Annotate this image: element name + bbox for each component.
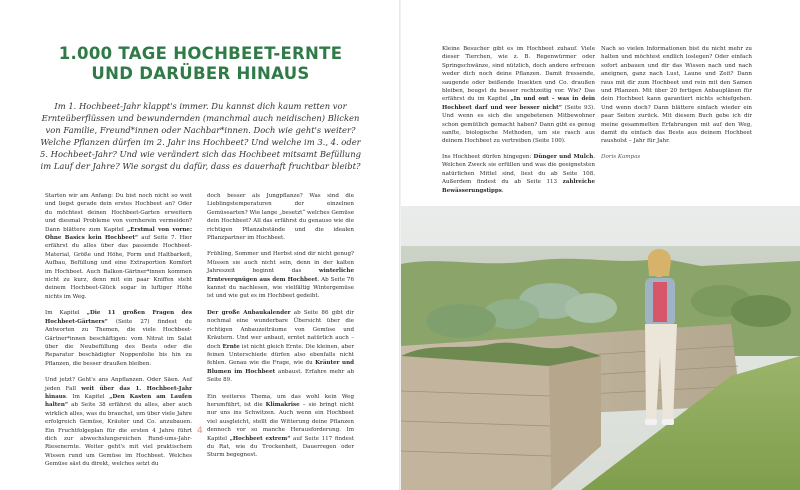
- paragraph: [442, 45, 595, 146]
- paragraph: Nach so vielen Informationen bist du nicht mehr zu halten und möchtest endlich loslegen? Oder einfach sofort anbauen und dir das Wissen nach und nach aneignen, ganz nach Lust, Laune und Zeit? Dann raus mit dir zum Hochbeet und rein mit den Samen und Pflanzen. Mit über 20 fertigen Anbauplänen für dein Hochbeet kann garantiert nichts schiefgehen. Und wenn doch? Dann blättere einfach wieder ein paar Seiten zurück. Mit diesem Buch gebe ich dir meine gesammelten Erfahrungen mit auf den Weg, damit du einfach das Beste aus deinem Hochbeet rausholst – Jahr für Jahr.: [601, 46, 752, 145]
- bold-run: Ernte: [222, 343, 240, 350]
- text-run: . Ab Seite 76 kannst du nachlesen, wie vielfältig Wintergemüse ist und wie gut es im Hochbeet gedeiht.: [207, 276, 354, 300]
- bold-run: „Hochbeet extrem“: [229, 435, 291, 442]
- text-run: Kleine Besucher gibt es im Hochbeet zuhauf. Viele dieser Tierchen, wie z. B. Regenwürmer oder Springschwänze, sind nützlich, doch andere erfreuen weder dich noch deine Pflanzen. Damit fressende, saugende oder beißende Insekten und Co. draußen bleiben, beugst du besser rechtzeitig vor. Wie? Das erfährst du im Kapitel: [442, 46, 595, 103]
- text-run: Ein weiteres Thema, um das wohl kein Weg herumführt, ist die: [207, 393, 354, 408]
- text-run: ist nicht gleich Ernte. Die kleinen, aber feinen Unterschiede dürfen also ebenfalls nicht fehlen. Genau wie die Frage, wie du: [207, 343, 354, 367]
- text-run: Frühling, Sommer und Herbst sind dir nicht genug? Müssen sie auch nicht sein, denn in der kalten Jahreszeit beginnt das: [207, 251, 354, 275]
- garden-illustration: [401, 206, 800, 490]
- text-run: ab Seite 38 erfährst du alles, aber auch wirklich alles, was du brauchst, um über viele Jahre erfolgreich Gemüse, Kräuter und Co. anzubauen. Ein Fruchtfolgeplan für die ersten 4 Jahre führt dich zur abwechslungsreichen Rund-ums-Jahr-Riesenernte. Weiter geht's mit viel praktischem Wissen rund um Gemüse im Hochbeet. Welches Gemüse säst du direkt, welches setzt du: [45, 402, 192, 468]
- author-signature: Doris Kampas: [601, 153, 641, 160]
- title-line-2: UND DARÜBER HINAUS: [91, 64, 310, 83]
- text-run: Im Kapitel: [45, 310, 87, 317]
- bold-run: Kräuter und Blumen im Hochbeet: [207, 360, 354, 375]
- text-run: auf Seite 7. Hier erfährst du alles über das passende Hochbeet-Material, Größe und Höhe, Form und Haltbarkeit, Aufbau, Befüllung und eine Extraportion Komfort im Hochbeet. Auch Balkon-Gärtner*innen kommen nicht zu kurz, denn mit ein paar Kniffen steht deinem Hochbeet-Glück sogar in luftiger Höhe nichts im Weg.: [45, 235, 192, 300]
- right-column-1: [442, 45, 595, 202]
- text-run: Und jetzt? Geht's ans Anpflanzen. Oder Säen. Auf jeden Fall: [45, 377, 192, 392]
- text-run: Ins Hochbeet dürfen hingegen:: [442, 153, 534, 160]
- paragraph: [207, 309, 354, 385]
- bold-run: Der große Anbaukalender: [207, 309, 291, 316]
- title-line-1: 1.000 TAGE HOCHBEET-ERNTE: [58, 44, 343, 63]
- text-run: (Seite 27) findest du Antworten zu Themen, die viele Hochbeet-Gärtner*innen beschäftigen: vom Nitrat im Salat über die Neubefüllung des Beets oder die Reparatur beschädigter Noppenfolie bis hin zu Pflanzen, die besser draußen bleiben.: [45, 318, 192, 367]
- left-column-1: [45, 192, 192, 477]
- right-page: [401, 0, 800, 490]
- bold-run: weit über das 1. Hochbeet-Jahr hinaus: [45, 385, 192, 400]
- text-run: ab Seite 86 gibt dir nochmal eine wunderbare Übersicht über die richtigen Anbauzeiträume von Gemüse und Kräutern. Und wer anbaut, erntet natürlich auch – doch: [207, 309, 354, 350]
- bold-run: „Erstmal von vorne: Ohne Basics kein Hochbeet“: [45, 226, 192, 242]
- text-run: auf Seite 117 findest du Rat, wie du Trockenheit, Dauerregen oder Sturm begegnest.: [207, 435, 354, 459]
- text-run: . Welchen Zweck sie erfüllen und was die geeignetsten natürlichen Mittel sind, liest du ab Seite 108. Außerdem findest du ab Seite 113: [442, 153, 595, 186]
- garden-photo: [401, 206, 800, 490]
- paragraph: [45, 376, 192, 468]
- left-page: [0, 0, 399, 490]
- page-number: 4: [197, 426, 203, 436]
- left-column-2: [207, 192, 354, 468]
- bold-run: Klimakrise: [265, 401, 300, 408]
- text-run: – sie bringt nicht nur uns ins Schwitzen. Auch wenn ein Hochbeet viel ausgleicht, stellt die Witterung deine Pflanzen dennoch vor so manche Herausforderung. Im Kapitel: [207, 401, 354, 442]
- bold-run: „Die 11 großen Fragen des Hochbeet-Gärtners“: [45, 310, 192, 325]
- intro-paragraph: Im 1. Hochbeet-Jahr klappt's immer. Du kannst dich kaum retten vor Ernteüberflüssen und bewundernden (manchmal auch neidischen) Blicken von Familie, Freund*innen oder Nachbar*innen. Doch wie geht's weiter? Welche Pflanzen dürfen im 2. Jahr ins Hochbeet? Und welche im 3., 4. oder 5. Hochbeet-Jahr? Und wie verändert sich das Hochbeet mitsamt Befüllung im Lauf der Jahre? Wie sorgst du dafür, dass es dauerhaft fruchtbar bleibt?: [40, 101, 361, 171]
- text-run: Starten wir am Anfang: Du bist noch nicht so weit und liegst gerade dein erstes Hochbeet an? Oder du möchtest deinen Hochbeet-Garten erweitern und diesmal Probleme von vornherein vermeiden? Dann blättere zum Kapitel: [45, 193, 192, 233]
- bold-run: „Den Kasten am Laufen halten“: [45, 393, 192, 409]
- paragraph: doch besser als Jungpflanze? Was sind die Lieblingstemperaturen der einzelnen Gemüsearten? Wie lange „besetzt“ welches Gemüse dein Hochbeet? All das erfährst du genauso wie die richtigen Pflanzabstände und die idealen Pflanzpartner im Hochbeet.: [207, 193, 354, 242]
- raised-bed-front: [401, 356, 551, 490]
- bold-run: „In und out – was in dein Hochbeet darf und wer besser nicht“: [442, 96, 595, 111]
- paragraph: [207, 250, 354, 300]
- chapter-title: [18, 44, 383, 84]
- text-run: (Seite 93). Und wenn es sich die ungebetenen Mitbewohner schon gemütlich gemacht haben? Dann gibt es genug sanfte, biologische Methoden, um sie rasch aus deinem Hochbeet zu vertreiben (Seite 100).: [442, 104, 595, 145]
- paragraph: [45, 309, 192, 368]
- text-run: anbaust. Erfahre mehr ab Seite 89.: [207, 368, 354, 384]
- bold-run: winterliche Ernteverqnügen aus dem Hochbeet: [207, 268, 354, 283]
- bold-run: zahlreiche Bewässerungstipps: [442, 179, 595, 194]
- bold-run: Dünger und Mulch: [533, 153, 594, 160]
- paragraph: [442, 153, 595, 195]
- right-column-2: [601, 45, 752, 168]
- paragraph: [45, 192, 192, 301]
- text-run: . Im Kapitel: [65, 393, 110, 400]
- text-run: .: [501, 187, 504, 194]
- paragraph: [207, 393, 354, 460]
